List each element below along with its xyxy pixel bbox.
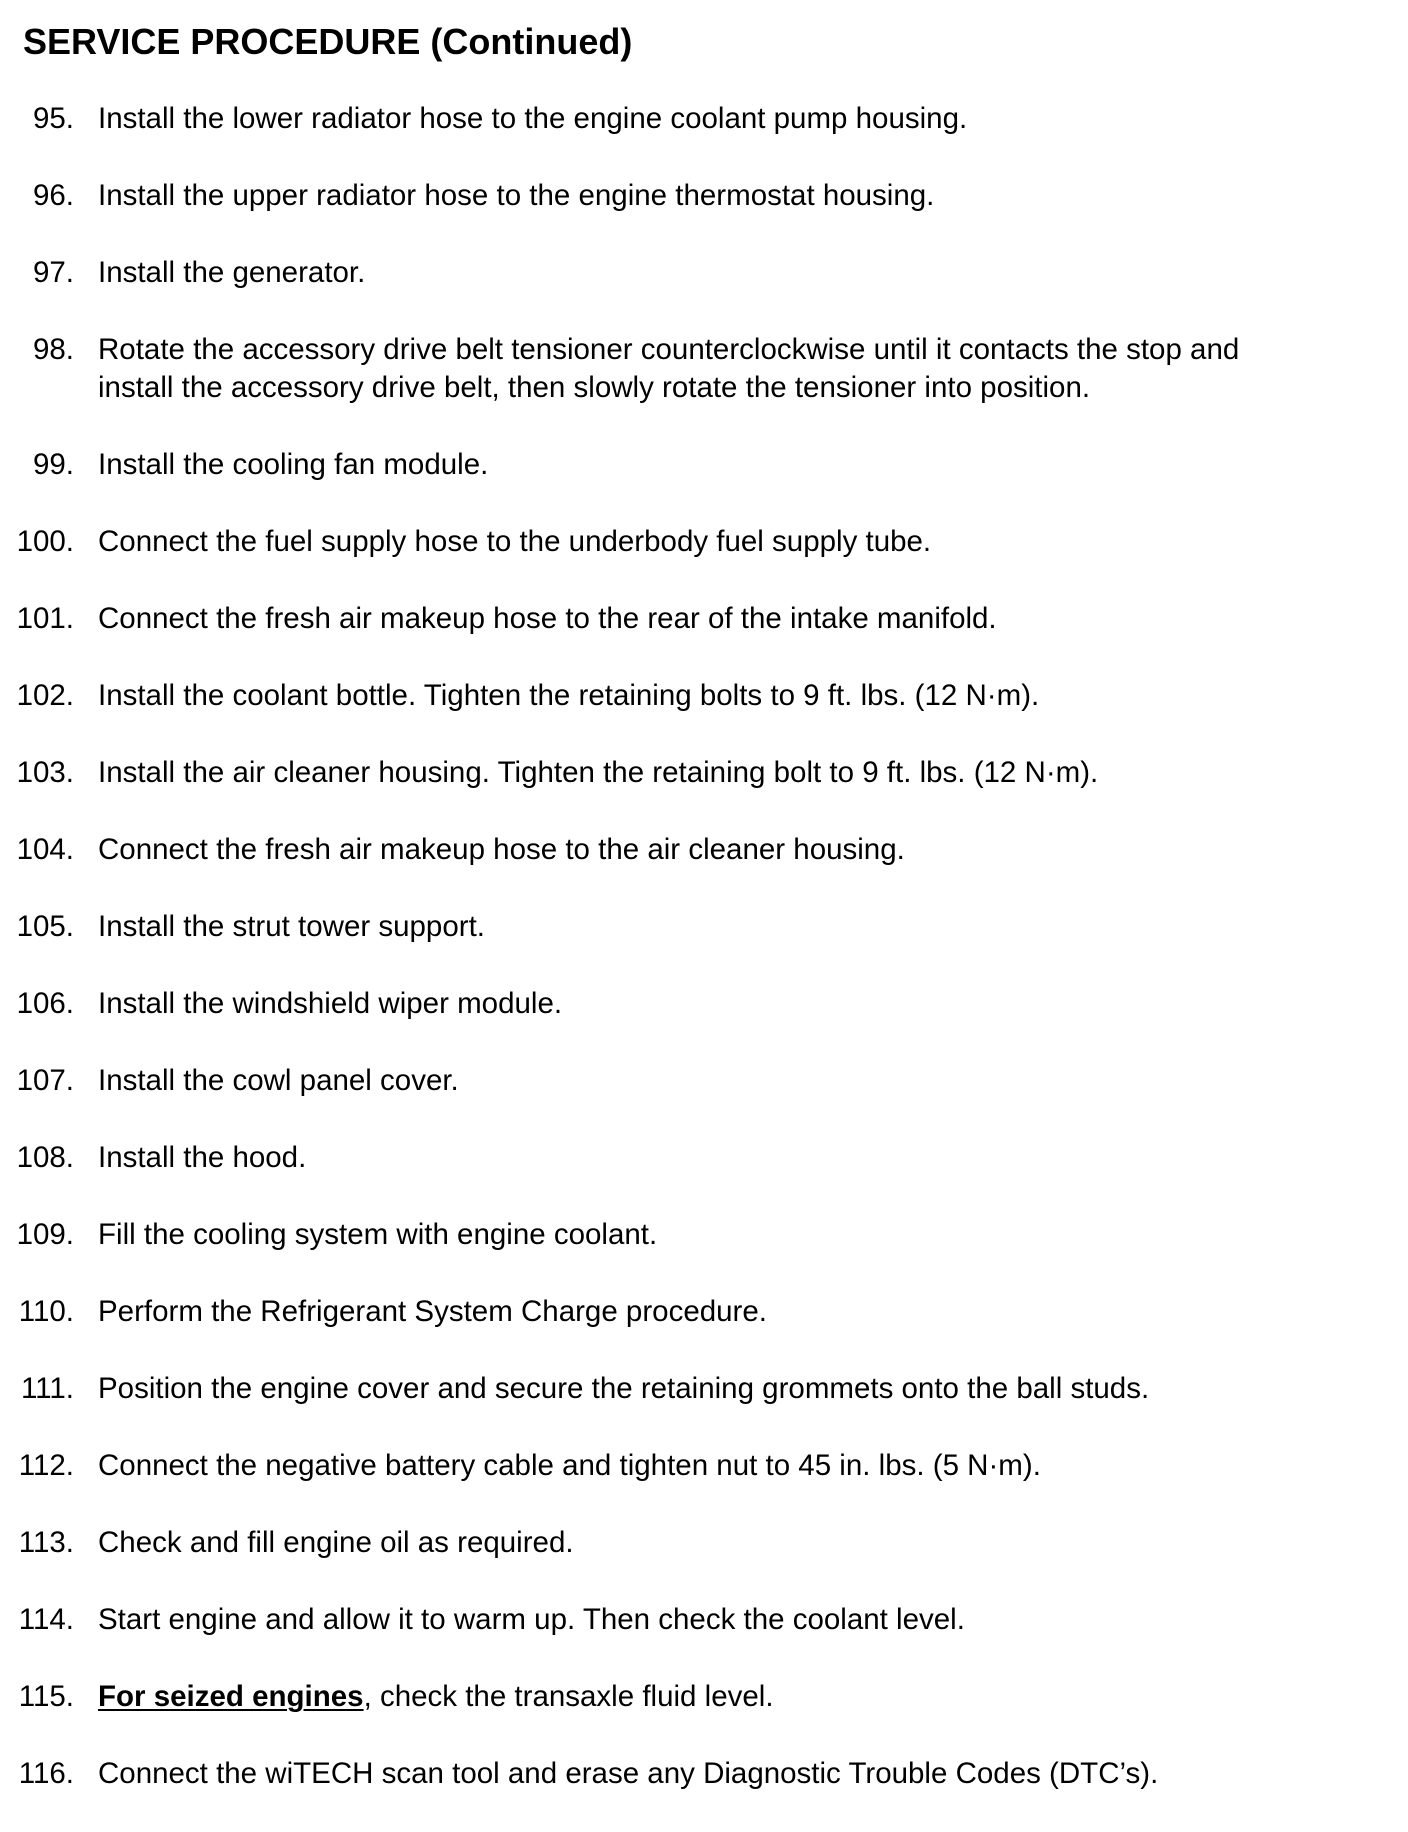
step-106 xyxy=(0,985,1408,1023)
step-95 xyxy=(0,100,1408,138)
step-number: 111. xyxy=(20,1372,74,1405)
step-98 xyxy=(0,331,1408,407)
step-104 xyxy=(0,831,1408,869)
step-number: 114. xyxy=(18,1603,74,1636)
step-text: Check and fill engine oil as required. xyxy=(98,1526,574,1559)
step-number: 108. xyxy=(16,1141,74,1174)
step-number: 98. xyxy=(32,333,74,366)
page-title: SERVICE PROCEDURE (Continued) xyxy=(23,21,633,62)
step-96 xyxy=(0,177,1408,215)
step-109 xyxy=(0,1216,1408,1254)
step-text: Connect the wiTECH scan tool and erase any Diagnostic Trouble Codes (DTC’s). xyxy=(98,1757,1159,1790)
step-116 xyxy=(0,1755,1408,1793)
step-number: 115. xyxy=(18,1680,74,1713)
step-103 xyxy=(0,754,1408,792)
step-112 xyxy=(0,1447,1408,1485)
step-text: Install the generator. xyxy=(98,256,366,289)
emphasis-text: For seized engines xyxy=(98,1680,364,1713)
step-108 xyxy=(0,1139,1408,1177)
step-110 xyxy=(0,1293,1408,1331)
step-text: Install the air cleaner housing. Tighten the retaining bolt to 9 ft. lbs. (12 N·m). xyxy=(98,756,1099,789)
step-97 xyxy=(0,254,1408,292)
step-number: 110. xyxy=(18,1295,74,1328)
procedure-steps xyxy=(0,100,1408,1832)
step-text xyxy=(98,331,1398,407)
step-105 xyxy=(0,908,1408,946)
step-102 xyxy=(0,677,1408,715)
step-text: Connect the negative battery cable and tighten nut to 45 in. lbs. (5 N·m). xyxy=(98,1449,1041,1482)
step-text: Fill the cooling system with engine coolant. xyxy=(98,1218,658,1251)
step-text-line-2: install the accessory drive belt, then slowly rotate the tensioner into position. xyxy=(98,371,1091,404)
step-text: Position the engine cover and secure the retaining grommets onto the ball studs. xyxy=(98,1372,1150,1405)
step-text: Install the coolant bottle. Tighten the retaining bolts to 9 ft. lbs. (12 N·m). xyxy=(98,679,1040,712)
step-number: 116. xyxy=(18,1757,74,1790)
step-text: Connect the fuel supply hose to the underbody fuel supply tube. xyxy=(98,525,932,558)
step-text: Install the cooling fan module. xyxy=(98,448,489,481)
step-text: Install the strut tower support. xyxy=(98,910,485,943)
step-number: 95. xyxy=(32,102,74,135)
step-100 xyxy=(0,523,1408,561)
step-113 xyxy=(0,1524,1408,1562)
step-114 xyxy=(0,1601,1408,1639)
step-text: Install the upper radiator hose to the engine thermostat housing. xyxy=(98,179,935,212)
step-number: 103. xyxy=(16,756,74,789)
step-99 xyxy=(0,446,1408,484)
step-text-line-1: Rotate the accessory drive belt tensioner counterclockwise until it contacts the stop and xyxy=(98,333,1240,366)
step-number: 100. xyxy=(16,525,74,558)
step-number: 112. xyxy=(18,1449,74,1482)
step-text xyxy=(98,1678,1398,1716)
step-text: Install the lower radiator hose to the engine coolant pump housing. xyxy=(98,102,968,135)
step-text-rest: , check the transaxle fluid level. xyxy=(363,1680,774,1713)
step-number: 97. xyxy=(32,256,74,289)
step-text: Perform the Refrigerant System Charge procedure. xyxy=(98,1295,767,1328)
step-number: 106. xyxy=(16,987,74,1020)
step-number: 105. xyxy=(16,910,74,943)
step-text: Connect the fresh air makeup hose to the rear of the intake manifold. xyxy=(98,602,997,635)
step-text: Start engine and allow it to warm up. Then check the coolant level. xyxy=(98,1603,965,1636)
step-number: 96. xyxy=(32,179,74,212)
step-number: 113. xyxy=(18,1526,74,1559)
step-number: 109. xyxy=(16,1218,74,1251)
step-111 xyxy=(0,1370,1408,1408)
step-text: Install the cowl panel cover. xyxy=(98,1064,459,1097)
step-115 xyxy=(0,1678,1408,1716)
step-101 xyxy=(0,600,1408,638)
step-number: 101. xyxy=(16,602,74,635)
step-number: 107. xyxy=(16,1064,74,1097)
step-text: Connect the fresh air makeup hose to the air cleaner housing. xyxy=(98,833,905,866)
step-text: Install the hood. xyxy=(98,1141,307,1174)
step-text: Install the windshield wiper module. xyxy=(98,987,563,1020)
step-number: 104. xyxy=(16,833,74,866)
step-107 xyxy=(0,1062,1408,1100)
step-number: 99. xyxy=(32,448,74,481)
step-number: 102. xyxy=(16,679,74,712)
